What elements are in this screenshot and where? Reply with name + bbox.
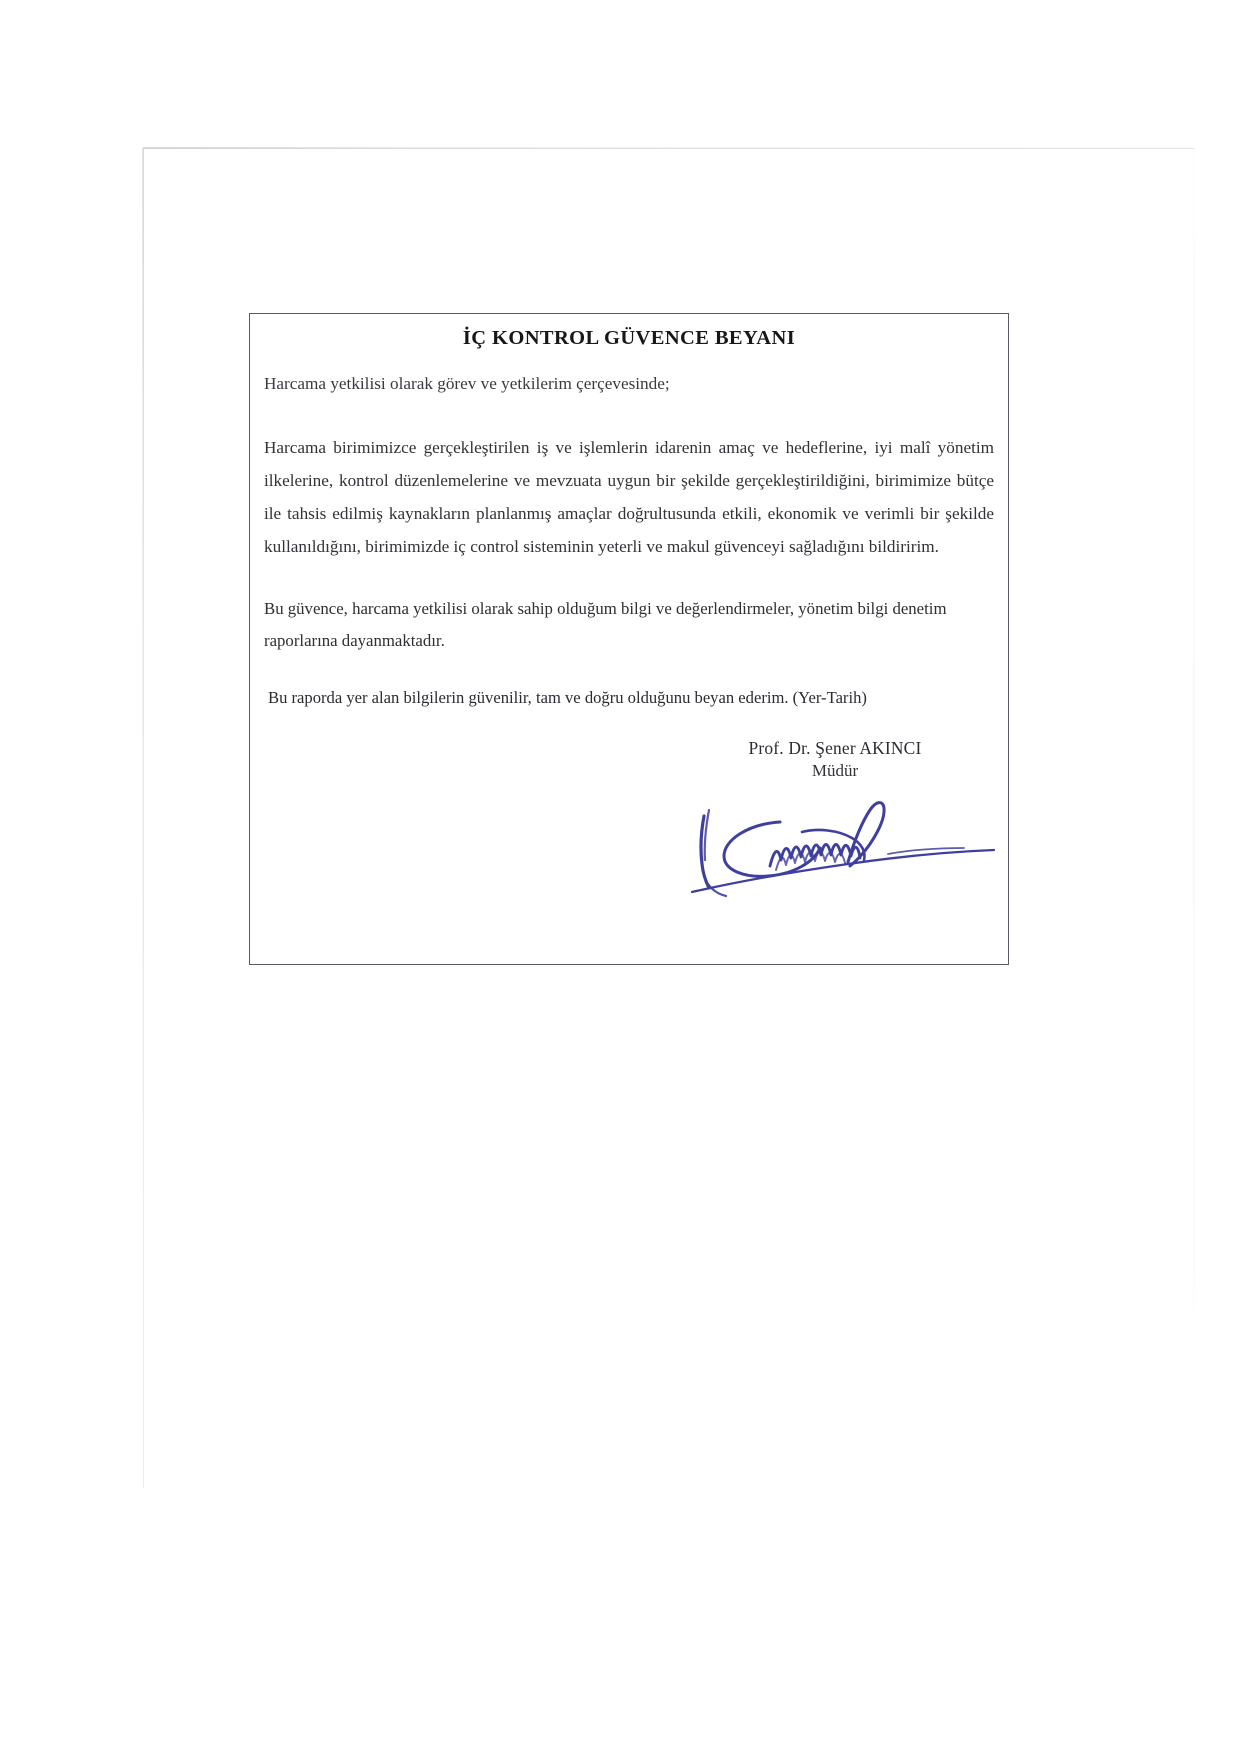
intro-line: Harcama yetkilisi olarak görev ve yetkilerim çerçevesinde; bbox=[264, 374, 670, 393]
assurance-paragraph: Bu güvence, harcama yetkilisi olarak sahip olduğum bilgi ve değerlendirmeler, yönetim bilgi denetim raporlarına dayanmaktadır. bbox=[264, 599, 947, 650]
scan-edge-left bbox=[142, 148, 144, 1193]
signer-name: Prof. Dr. Şener AKINCI bbox=[748, 738, 922, 758]
scan-edge-top bbox=[143, 147, 1193, 149]
document-title: İÇ KONTROL GÜVENCE BEYANI bbox=[462, 327, 796, 349]
body-paragraph: Harcama birimimizce gerçekleştirilen iş ve işlemlerin idarenin amaç ve hedeflerine, iyi malî yönetim ilkelerine, kontrol düzenlemelerine ve mevzuata uygun bir şekilde gerçekleştirildiğini, birimimize bütçe ile tahsis edilmiş kaynakların planlanmış amaçlar doğrultusunda etkili, ekonomik ve verimli bir şekilde kullanıldığını, birimimizde iç control sisteminin yeterli ve makul güvenceyi sağladığını bildiririm. bbox=[264, 437, 994, 556]
handwritten-signature-icon bbox=[652, 788, 1002, 898]
signer-title: Müdür bbox=[811, 761, 859, 780]
declaration-paragraph: Bu raporda yer alan bilgilerin güvenilir, tam ve doğru olduğunu beyan ederim. (Yer-Tarih) bbox=[268, 688, 867, 708]
signature-block bbox=[670, 738, 1000, 781]
assurance-statement-box bbox=[249, 313, 1009, 965]
scan-edge-right bbox=[1193, 152, 1195, 1312]
statement-content bbox=[264, 320, 994, 712]
